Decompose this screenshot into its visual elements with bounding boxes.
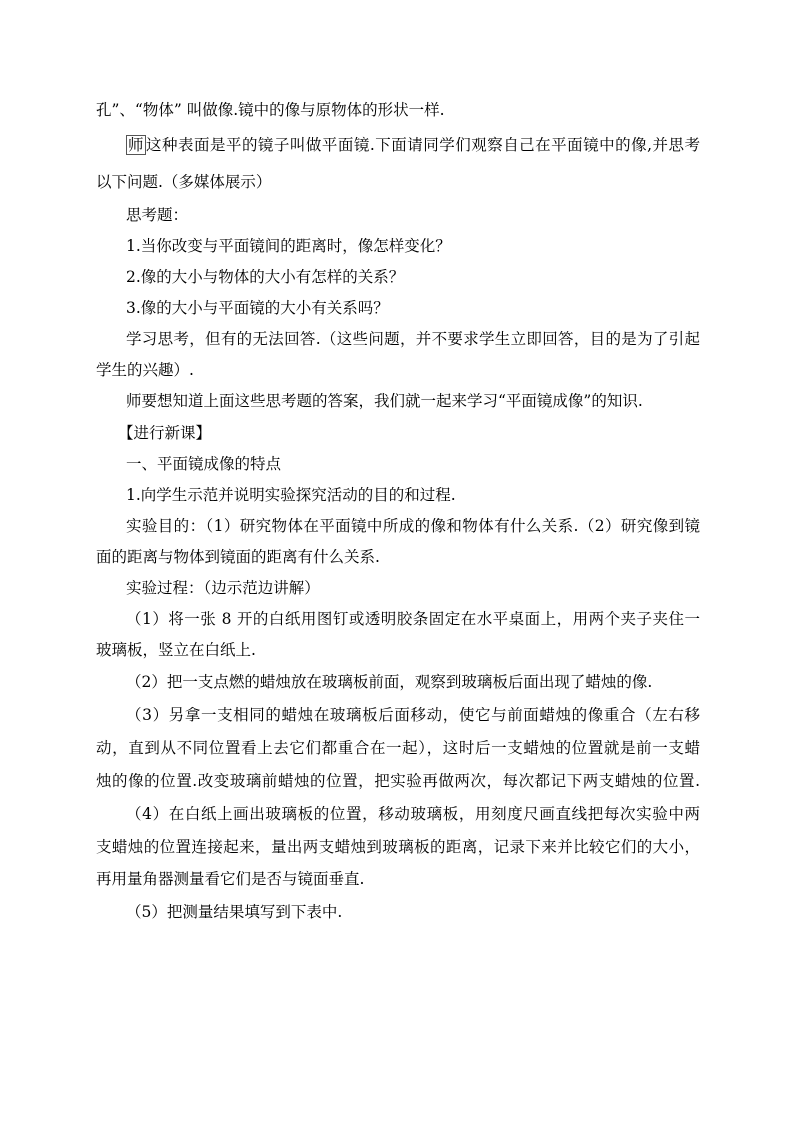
text-line-23: （4）在白纸上画出玻璃板的位置，移动玻璃板，用刻度尺画直线把每次实验中两 <box>126 805 700 823</box>
text-line-2-body: 这种表面是平的镜子叫做平面镜.下面请同学们观察自己在平面镜中的像,并思考 <box>146 136 700 154</box>
boxed-character: 师 <box>128 136 144 154</box>
text-line-3: 以下问题.（多媒体展示） <box>96 173 272 191</box>
text-line-1: 孔”、“物体” 叫做像.镜中的像与原物体的形状一样. <box>96 101 445 119</box>
text-line-4: 思考题： <box>126 206 189 224</box>
text-line-10: 师要想知道上面这些思考题的答案，我们就一起来学习“平面镜成像”的知识. <box>126 392 643 410</box>
text-line-14: 实验目的：（1）研究物体在平面镜中所成的像和物体有什么关系.（2）研究像到镜 <box>126 517 700 535</box>
text-line-15: 面的距离与物体到镜面的距离有什么关系. <box>96 548 380 566</box>
text-line-11: 【进行新课】 <box>118 424 212 442</box>
text-line-18: 玻璃板，竖立在白纸上. <box>96 641 256 659</box>
text-line-6: 2.像的大小与物体的大小有怎样的关系？ <box>126 268 405 286</box>
text-line-24: 支蜡烛的位置连接起来，量出两支蜡烛到玻璃板的距离，记录下来并比较它们的大小， <box>96 838 700 856</box>
text-line-21: 动，直到从不同位置看上去它们都重合在一起），这时后一支蜡烛的位置就是前一支蜡 <box>96 739 700 757</box>
text-line-8: 学习思考，但有的无法回答.（这些问题，并不要求学生立即回答，目的是为了引起 <box>126 330 700 348</box>
text-line-7: 3.像的大小与平面镜的大小有关系吗？ <box>126 299 389 317</box>
text-line-22: 烛的像的位置.改变玻璃前蜡烛的位置，把实验再做两次，每次都记下两支蜡烛的位置. <box>96 772 700 790</box>
text-line-9: 学生的兴趣）. <box>96 361 194 379</box>
text-line-26: （5）把测量结果填写到下表中. <box>126 903 343 921</box>
text-line-2 <box>126 135 700 155</box>
text-line-17: （1）将一张 8 开的白纸用图钉或透明胶条固定在水平桌面上，用两个夹子夹住一 <box>126 610 700 628</box>
text-line-19: （2）把一支点燃的蜡烛放在玻璃板前面，观察到玻璃板后面出现了蜡烛的像. <box>126 673 653 691</box>
text-line-20: （3）另拿一支相同的蜡烛在玻璃板后面移动，使它与前面蜡烛的像重合（左右移 <box>126 706 700 724</box>
text-line-12: 一、平面镜成像的特点 <box>126 455 282 473</box>
text-line-5: 1.当你改变与平面镜间的距离时，像怎样变化？ <box>126 237 451 255</box>
text-line-25: 再用量角器测量看它们是否与镜面垂直. <box>96 870 365 888</box>
text-line-16: 实验过程：（边示范边讲解） <box>126 579 320 597</box>
text-line-13: 1.向学生示范并说明实验探究活动的目的和过程. <box>126 486 456 504</box>
